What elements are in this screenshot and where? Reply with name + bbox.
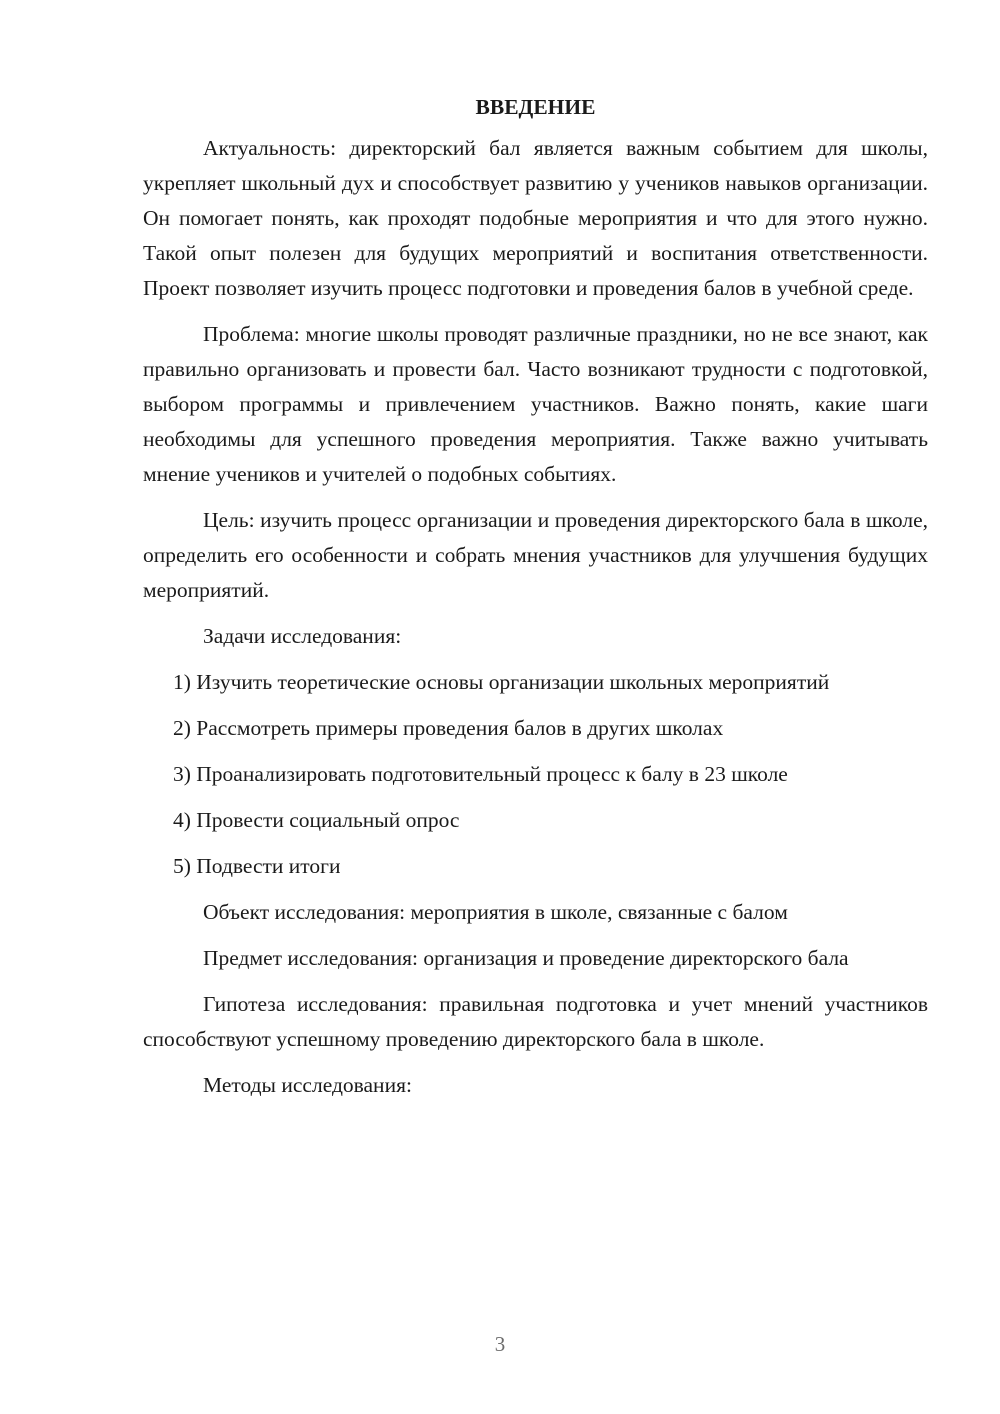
- hypothesis-paragraph: Гипотеза исследования: правильная подготовка и учет мнений участников способствуют успешному проведению директорского бала в школе.: [143, 992, 928, 1051]
- tasks-list: [143, 665, 928, 884]
- problem-paragraph: Проблема: многие школы проводят различные праздники, но не все знают, как правильно организовать и провести бал. Часто возникают трудности с подготовкой, выбором программы и привлечением участников. Важно понять, какие шаги необходимы для успешного проведения мероприятия. Также важно учитывать мнение учеников и учителей о подобных событиях.: [143, 322, 928, 486]
- document-page: [143, 90, 928, 1114]
- object-paragraph: Объект исследования: мероприятия в школе, связанные с балом: [203, 900, 788, 924]
- list-item: 1) Изучить теоретические основы организации школьных мероприятий: [173, 670, 830, 694]
- list-item: 5) Подвести итоги: [173, 854, 341, 878]
- list-item: 4) Провести социальный опрос: [173, 808, 460, 832]
- goal-paragraph: Цель: изучить процесс организации и проведения директорского бала в школе, определить его особенности и собрать мнения участников для улучшения будущих мероприятий.: [143, 508, 928, 602]
- methods-heading: Методы исследования:: [203, 1073, 412, 1097]
- relevance-paragraph: Актуальность: директорский бал является важным событием для школы, укрепляет школьный дух и способствует развитию у учеников навыков организации. Он помогает понять, как проходят подобные мероприятия и что для этого нужно. Такой опыт полезен для будущих мероприятий и воспитания ответственности. Проект позволяет изучить процесс подготовки и проведения балов в учебной среде.: [143, 136, 928, 300]
- subject-paragraph: Предмет исследования: организация и проведение директорского бала: [203, 946, 849, 970]
- page-number: 3: [494, 1332, 506, 1356]
- list-item: 3) Проанализировать подготовительный процесс к балу в 23 школе: [173, 762, 788, 786]
- list-item: 2) Рассмотреть примеры проведения балов в других школах: [173, 716, 724, 740]
- tasks-heading: Задачи исследования:: [203, 624, 402, 648]
- section-title: ВВЕДЕНИЕ: [475, 95, 596, 119]
